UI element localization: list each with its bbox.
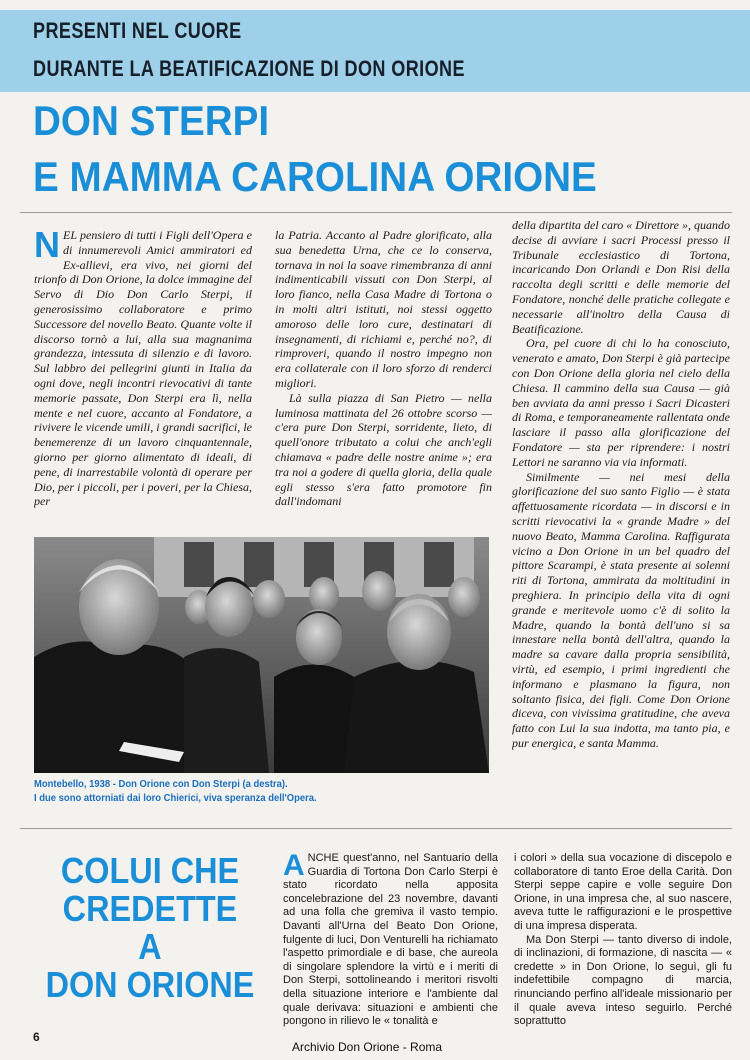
paragraph: Ora, pel cuore di chi lo ha conosciuto, venerato e amato, Don Sterpi è già partecipe con Don Orione della gloria nel cielo della Chiesa. Il cammino della sua Causa — già ben avviata da anni presso i Sacri Dicasteri di Roma, e temporaneamente rallentata onde lasciare il passo alla glorificazione del Fondatore — sta per riprendere: i nostri Lettori ne saranno via via informati. [512,336,730,469]
article-column-1 [34,228,252,518]
title-line: CREDETTE [62,888,238,929]
section-divider [20,828,732,829]
archive-footer: Archivio Don Orione - Roma [292,1040,443,1054]
paragraph-text: EL pensiero di tutti i Figli dell'Opera e di innumerevoli Amici ammiratori ed Ex-allievi, era vivo, nei giorni del trionfo di Don Orione, la dolce immagine del Servo di Dio Don Carlo Sterpi, il generosissimo collaboratore e primo Successore del novello Beato. Quante volte il discorso tornò a lui, alla sua magnanima grandezza, intessuta di silenzio e di lavoro. Sul labbro dei pellegrini giunti in Italia da ogni dove, negli incontri rievocativi di tante memorie passate, Don Sterpi era lì, nella mente e nel cuore, accanto al Fondatore, a rivivere le vicende umili, i grandi sacrifici, le benemerenze di un lavoro cinquantennale, giorno per giorno alimentato di ideali, di pene, di inarrestabile volontà di operare per Dio, per i piccoli, per i poveri, per la Chiesa, per [34,228,252,509]
second-article-column-1 [283,852,498,1042]
kicker-line-2: DURANTE LA BEATIFICAZIONE DI DON ORIONE [33,56,465,81]
paragraph [34,228,252,509]
paragraph [283,852,498,1029]
photo-illustration [34,537,489,773]
paragraph: Là sulla piazza di San Pietro — nella luminosa mattinata del 26 ottobre scorso — c'era pure Don Sterpi, sorridente, lieto, di quell'onore tributato a colui che anch'egli chiamava « padre delle nostre anime »; era tra noi a godere di quella gloria, della quale egli stesso s'era fatto promotore fin dall'indomani [275,390,492,509]
title-divider [20,212,732,213]
main-title-line-1: DON STERPI [33,97,270,144]
paragraph: Similmente — nei mesi della glorificazione del suo santo Figlio — è stata affettuosamente ricordata — in discorsi e in scritti rievocativi la « grande Madre » del nuovo Beato, Mamma Carolina. Raffigurata vicino a Don Orione in un bel quadro del pittore Scarampi, è stata presente ai solenni riti di Tortona, ammirata da moltitudini in preghiera. In principio della vita di ogni grande e meritevole uomo c'è di solito la Madre, quando la bontà dell'uno si sa innestare nella bontà dell'altra, quando la madre sa cavare dalla propria sensibilità, virtù, ed esempio, i primi ingredienti che informano e plasmano la figura, non soltanto fisica, dei figli. Come Don Orione diceva, con vivissima gratitudine, che aveva fatto con Lui la sua indotta, ma tanto pia, e pur energica, e santa Mamma. [512,469,730,750]
paragraph: i colori » della sua vocazione di discepolo e collaboratore di tanto Eroe della Carità. Don Sterpi seppe capire e volle seguire Don Orione, in una impresa che, al suo nascere, aveva tutte le raffigurazioni e le prospettive di una impresa disperata. [514,852,732,932]
kicker-line-1: PRESENTI NEL CUORE [33,18,242,43]
caption-line-2: I due sono attorniati dai loro Chierici, viva speranza dell'Opera. [34,792,317,804]
drop-cap: A [283,852,305,882]
group-photo [34,537,489,773]
main-title-line-2: E MAMMA CAROLINA ORIONE [33,153,597,200]
second-article-column-2 [514,852,732,1042]
article-column-2 [275,228,492,518]
drop-cap: N [34,228,60,265]
article-column-3 [512,218,730,806]
paragraph: Ma Don Sterpi — tanto diverso di indole, di inclinazioni, di formazione, di nascita — « credette » in Don Orione, lo seguì, gli fu indefettibile compagno di marcia, rinunciando perfino all'ideale missionario per il quale aveva inteso seguirlo. Perché soprattutto [514,933,732,1028]
title-line: A [138,926,162,967]
page-number: 6 [33,1030,40,1044]
caption-line-1: Montebello, 1938 - Don Orione con Don Sterpi (a destra). [34,778,288,790]
paragraph-text: NCHE quest'anno, nel Santuario della Guardia di Tortona Don Carlo Sterpi è stato ricordato nella apposita concelebrazione del 23 novembre, davanti ad una folla che gremiva il vasto tempio. Davanti all'Urna del Beato Don Orione, fulgente di luci, Don Venturelli ha richiamato l'aspetto primordiale e di base, che aureola di singolare splendore la virtù e i meriti di Don Sterpi, sottolineando i meritori risvolti della situazione interiore e l'ambiente dal quale derivava: situazioni e ambienti che pongono in rilievo le « tonalità e [283,852,498,1028]
photo-caption [34,777,504,805]
second-article-title [30,852,270,1004]
title-line: COLUI CHE [60,850,240,891]
paragraph: della dipartita del caro « Direttore », quando decise di avviare i sacri Processi presso il Tribunale ecclesiastico di Tortona, incaricando Don Orlandi e Don Risi della raccolta degli scritti e delle memorie del Fondatore, nonché delle pratiche collegate e necessarie all'inoltro della Causa di Beatificazione. [512,218,730,336]
title-line: DON ORIONE [45,964,255,1005]
paragraph: la Patria. Accanto al Padre glorificato, alla sua benedetta Urna, che ce lo conserva, tornava in noi la soave rimembranza di anni indimenticabili vissuti con Don Sterpi, al loro fianco, nella Casa Madre di Tortona o in molti altri istituti, noi stessi oggetto amoroso delle loro cure, destinatari di insegnamenti, di richiami e, perché no?, di rimproveri, quando il nostro impegno non era collaterale con il loro sforzo di renderci migliori. [275,228,492,390]
